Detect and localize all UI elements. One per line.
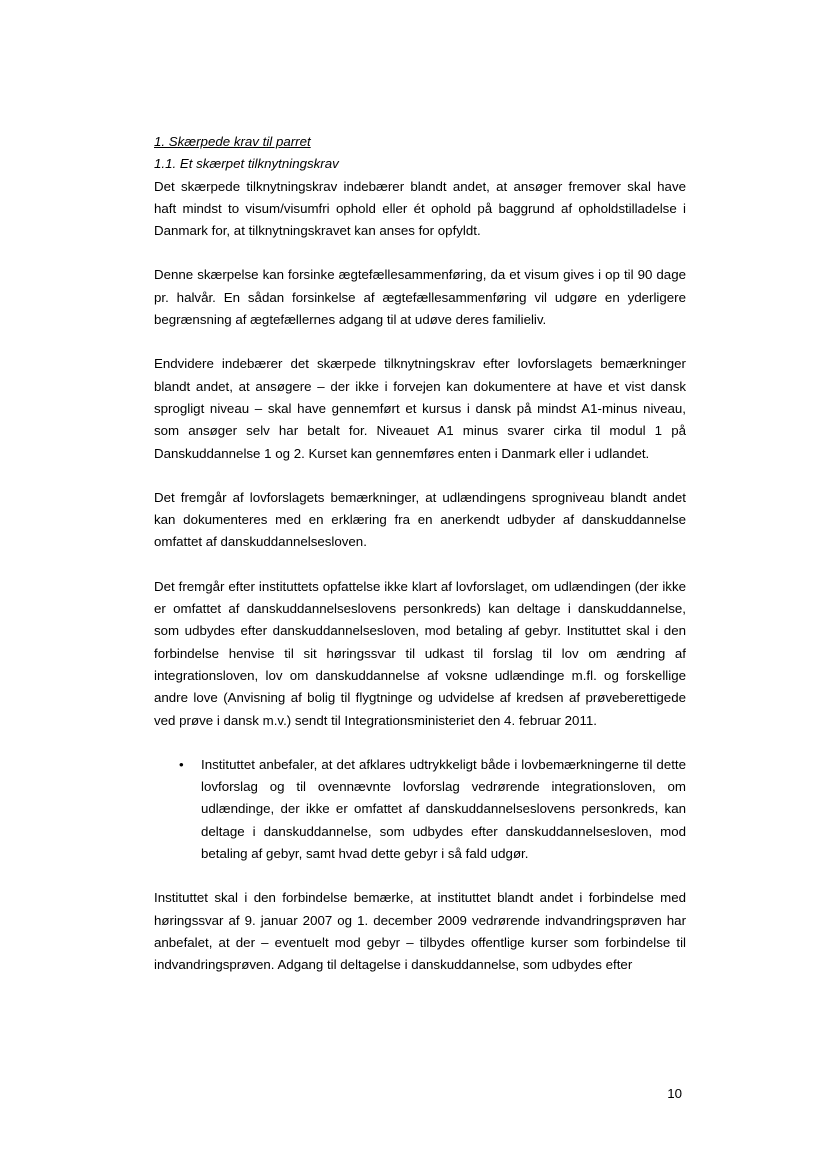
paragraph-tilknytningskrav: Det skærpede tilknytningskrav indebærer blandt andet, at ansøger fremover skal have haft mindst to visum/visumfri ophold eller ét ophold på baggrund af opholdstilladelse i Danmark for, at tilknytningskravet kan anses for opfyldt.: [154, 178, 686, 239]
recommendation-list: [154, 754, 686, 865]
recommendation-text: Instituttet anbefaler, at det afklares udtrykkeligt både i lovbemærkningerne til dette lovforslag og til ovennævnte lovforslag vedrørende integrationsloven, om udlændinge, der ikke er omfattet af danskuddannelseslovens personkreds, kan deltage i danskuddannelse, som udbydes efter danskuddannelsesloven, mod betaling af gebyr, samt hvad dette gebyr i så fald udgør.: [201, 756, 686, 862]
bullet-icon: •: [179, 756, 184, 772]
page-number: 10: [667, 1086, 682, 1101]
section-heading: 1. Skærpede krav til parret: [154, 134, 311, 149]
sub-heading: 1.1. Et skærpet tilknytningskrav: [154, 156, 339, 172]
paragraph-closing: Instituttet skal i den forbindelse bemærke, at instituttet blandt andet i forbindelse med høringssvar af 9. januar 2007 og 1. december 2009 vedrørende indvandringsprøven har anbefalet, at der – eventuelt mod gebyr – tilbydes offentlige kurser som forbindelse til indvandringsprøven. Adgang til deltagelse i danskuddannelse, som udbydes efter: [154, 890, 686, 973]
document-body: [154, 131, 686, 977]
paragraph-dokumentation: Det fremgår af lovforslagets bemærkninger, at udlændingens sprogniveau blandt andet kan dokumenteres med en erklæring fra en anerkendt udbyder af danskuddannelse omfattet af danskuddannelsesloven.: [154, 489, 686, 550]
list-item: [179, 754, 686, 865]
paragraph-forsinkelse: Denne skærpelse kan forsinke ægtefællesammenføring, da et visum gives i op til 90 dage pr. halvår. En sådan forsinkelse af ægtefællesammenføring vil udgøre en yderligere begrænsning af ægtefællernes adgang til at udøve deres familieliv.: [154, 267, 686, 328]
paragraph-instituttets-opfattelse: Det fremgår efter instituttets opfattelse ikke klart af lovforslaget, om udlændingen (der ikke er omfattet af danskuddannelseslovens personkreds) kan deltage i danskuddannelse, som udbydes efter danskuddannelsesloven, mod betaling af gebyr. Instituttet skal i den forbindelse henvise til sit høringssvar til udkast til forslag til lov om ændring af integrationsloven, lov om danskuddannelse af voksne udlændinge m.fl. og forskellige andre love (Anvisning af bolig til flygtninge og udvidelse af kredsen af prøveberettigede ved prøve i dansk m.v.) sendt til Integrationsministeriet den 4. februar 2011.: [154, 578, 686, 728]
paragraph-sprogkursus: Endvidere indebærer det skærpede tilknytningskrav efter lovforslagets bemærkninger blandt andet, at ansøgere – der ikke i forvejen kan dokumentere at have et vist dansk sprogligt niveau – skal have gennemført et kursus i dansk på mindst A1-minus niveau, som ansøger selv har betalt for. Niveauet A1 minus svarer cirka til modul 1 på Danskuddannelse 1 og 2. Kurset kan gennemføres enten i Danmark eller i udlandet.: [154, 356, 686, 461]
